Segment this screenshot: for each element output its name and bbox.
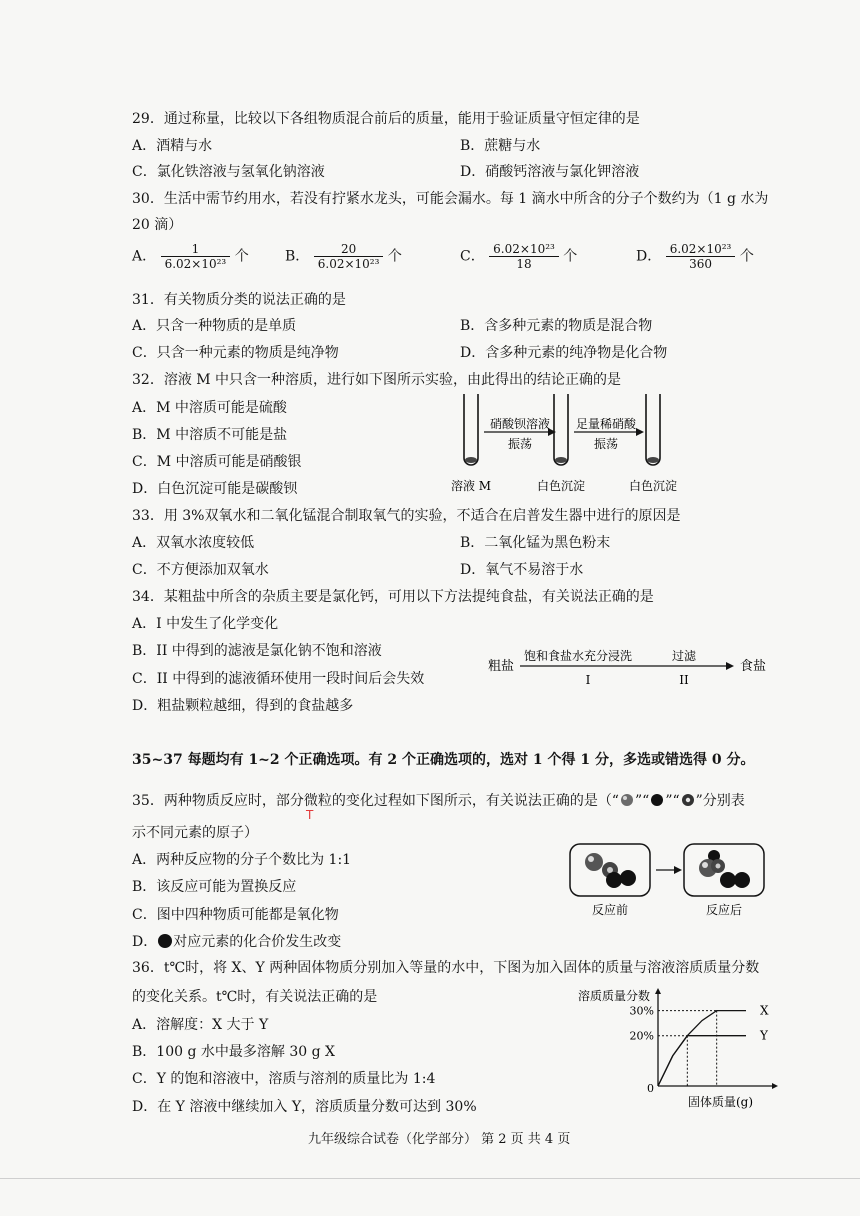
q35-option-b: B．该反应可能为置换反应: [132, 879, 297, 895]
step2-roman: II: [679, 673, 689, 687]
q30-a-fraction: [161, 242, 231, 271]
black-atom-icon: [157, 934, 173, 948]
arrow1-bottom-label: 振荡: [507, 437, 533, 451]
q36-option-d: D．在 Y 溶液中继续加入 Y，溶质质量分数可达到 30%: [132, 1099, 477, 1115]
q30-option-c: [460, 242, 577, 271]
q30-c-fraction: [489, 242, 559, 271]
red-handwritten-mark: T: [306, 808, 314, 822]
q30-b-fraction: [314, 242, 384, 271]
process-start-label: 粗盐: [488, 659, 515, 674]
q31-option-d: D．含多种元素的纯净物是化合物: [460, 345, 668, 361]
q30-c-label: C．: [460, 248, 485, 265]
chart-origin-label: 0: [647, 1082, 654, 1095]
q34-option-d: D．粗盐颗粒越细，得到的食盐越多: [132, 698, 354, 714]
step2-label: 过滤: [671, 649, 697, 663]
chart-series-line-y: [658, 1036, 746, 1086]
chart-y-tick-label: 20%: [629, 1029, 654, 1043]
q33-option-b: B．二氧化锰为黑色粉末: [460, 535, 611, 551]
q34-option-a: A．I 中发生了化学变化: [132, 616, 279, 632]
q29-option-d: D．硝酸钙溶液与氯化钾溶液: [460, 164, 640, 180]
q31-stem: 31．有关物质分类的说法正确的是: [132, 292, 346, 308]
q30-option-d: [636, 242, 754, 271]
q35-d-label: D．: [132, 934, 158, 950]
q30-d-numerator: 6.02×10²³: [669, 242, 732, 256]
chart-y-tick-label: 30%: [629, 1004, 654, 1018]
test-tube-1-icon: [464, 394, 478, 465]
q29-stem: 29．通过称量，比较以下各组物质混合前后的质量，能用于验证质量守恒定律的是: [132, 111, 640, 127]
before-label: 反应前: [591, 903, 629, 917]
q35-option-d: [132, 931, 341, 951]
test-tube-3-icon: [646, 394, 660, 465]
q35-stem-line1: 35．两种物质反应时，部分微粒的变化过程如下图所示，有关说法正确的是（“ ”“ ”“ ”分别表: [132, 793, 745, 809]
q36-solubility-chart: [560, 984, 780, 1114]
section-note: 35~37 每题均有 1~2 个正确选项。有 2 个正确选项的，选对 1 个得 1 分，多选或错选得 0 分。: [132, 752, 755, 768]
q35-d-text: 对应元素的化合价发生改变: [173, 934, 342, 950]
tube1-label: 溶液 M: [450, 479, 492, 493]
q33-option-d: D．氧气不易溶于水: [460, 562, 584, 578]
q30-d-denominator: 360: [666, 256, 736, 271]
q36-stem-line2: 的变化关系。t℃时，有关说法正确的是: [132, 989, 378, 1005]
after-label: 反应后: [705, 903, 743, 917]
q33-stem: 33．用 3%双氧水和二氧化锰混合制取氧气的实验，不适合在启普发生器中进行的原因是: [132, 508, 681, 524]
chart-y-axis-label: 溶质质量分数: [578, 989, 651, 1003]
grey-atom-icon: [619, 793, 635, 807]
q30-b-unit: 个: [387, 248, 402, 265]
q30-d-fraction: [666, 242, 736, 271]
step1-roman: I: [585, 673, 591, 687]
q30-b-denominator: 6.02×10²³: [314, 256, 384, 271]
chart-series-label-y: Y: [760, 1028, 768, 1043]
q34-stem: 34．某粗盐中所含的杂质主要是氯化钙，可用以下方法提纯食盐，有关说法正确的是: [132, 589, 654, 605]
q30-a-numerator: 1: [191, 242, 200, 256]
q34-process-diagram: [488, 644, 778, 690]
q29-option-b: B．蔗糖与水: [460, 138, 541, 154]
q31-option-c: C．只含一种元素的物质是纯净物: [132, 345, 339, 361]
black-atom-icon: [649, 793, 665, 807]
q36-option-b: B．100 g 水中最多溶解 30 g X: [132, 1044, 335, 1060]
q34-option-c: C．II 中得到的滤液循环使用一段时间后会失效: [132, 671, 425, 687]
q30-b-label: B．: [285, 248, 310, 265]
arrow2-bottom-label: 振荡: [593, 437, 619, 451]
q35-particle-diagram: [566, 840, 770, 920]
q36-stem-line1: 36．t℃时，将 X、Y 两种固体物质分别加入等量的水中，下图为加入固体的质量与溶液溶质质量分数: [132, 960, 760, 976]
q32-option-d: D．白色沉淀可能是碳酸钡: [132, 481, 298, 497]
chart-x-axis-arrow: [772, 1083, 778, 1089]
tube2-label: 白色沉淀: [536, 479, 586, 493]
q35-option-a: A．两种反应物的分子个数比为 1:1: [132, 852, 352, 868]
page-footer: 九年级综合试卷（化学部分） 第 2 页 共 4 页: [308, 1132, 571, 1147]
q30-stem-line1: 30．生活中需节约用水，若没有拧紧水龙头，可能会漏水。每 1 滴水中所含的分子个数约为（1 g 水为: [132, 191, 769, 207]
chart-y-axis-arrow: [655, 988, 661, 994]
dotted-atom-icon: [680, 793, 696, 807]
q33-option-c: C．不方便添加双氧水: [132, 562, 269, 578]
q32-stem: 32．溶液 M 中只含一种溶质，进行如下图所示实验，由此得出的结论正确的是: [132, 372, 622, 388]
chart-x-axis-label: 固体质量(g): [688, 1095, 754, 1109]
q34-option-b: B．II 中得到的滤液是氯化钠不饱和溶液: [132, 643, 382, 659]
q30-c-numerator: 6.02×10²³: [493, 242, 555, 256]
q29-option-a: A．酒精与水: [132, 138, 213, 154]
arrow2-top-label: 足量稀硝酸: [575, 417, 637, 431]
q30-b-numerator: 20: [340, 242, 357, 256]
q30-a-unit: 个: [234, 248, 249, 265]
q31-option-b: B．含多种元素的物质是混合物: [460, 318, 653, 334]
q30-option-b: [285, 242, 402, 271]
q32-option-c: C．M 中溶质可能是硝酸银: [132, 454, 302, 470]
q30-d-label: D．: [636, 248, 662, 265]
q35-option-c: C．图中四种物质可能都是氧化物: [132, 907, 339, 923]
step1-label: 饱和食盐水充分浸洗: [523, 649, 633, 663]
q30-a-label: A．: [132, 248, 157, 265]
q32-option-b: B．M 中溶质不可能是盐: [132, 427, 288, 443]
q30-d-unit: 个: [739, 248, 754, 265]
q35-stem-post: ”分别表: [695, 793, 745, 809]
q31-option-a: A．只含一种物质的是单质: [132, 318, 297, 334]
q30-stem-line2: 20 滴）: [132, 217, 183, 233]
q30-c-unit: 个: [563, 248, 578, 265]
chart-series-line-x: [658, 1011, 746, 1086]
q35-stem-pre: 35．两种物质反应时，部分微粒的变化过程如下图所示，有关说法正确的是（“: [132, 793, 619, 809]
q33-option-a: A．双氧水浓度较低: [132, 535, 255, 551]
arrow1-top-label: 硝酸钡溶液: [489, 417, 551, 431]
scan-edge-divider: [0, 1178, 860, 1179]
q29-option-c: C．氯化铁溶液与氢氧化钠溶液: [132, 164, 325, 180]
chart-series-label-x: X: [760, 1003, 769, 1018]
process-end-label: 食盐: [740, 659, 767, 674]
after-box: [684, 844, 764, 896]
q36-option-a: A．溶解度：X 大于 Y: [132, 1017, 269, 1033]
q36-option-c: C．Y 的饱和溶液中，溶质与溶剂的质量比为 1:4: [132, 1071, 436, 1087]
test-tube-2-icon: [554, 394, 568, 465]
q30-a-denominator: 6.02×10²³: [161, 256, 231, 271]
q30-c-denominator: 18: [489, 256, 559, 271]
q30-option-a: [132, 242, 249, 271]
q32-test-tube-diagram: [450, 390, 690, 496]
q35-stem-line2: 示不同元素的原子）: [132, 825, 258, 841]
q32-option-a: A．M 中溶质可能是硫酸: [132, 400, 287, 416]
tube3-label: 白色沉淀: [628, 479, 678, 493]
